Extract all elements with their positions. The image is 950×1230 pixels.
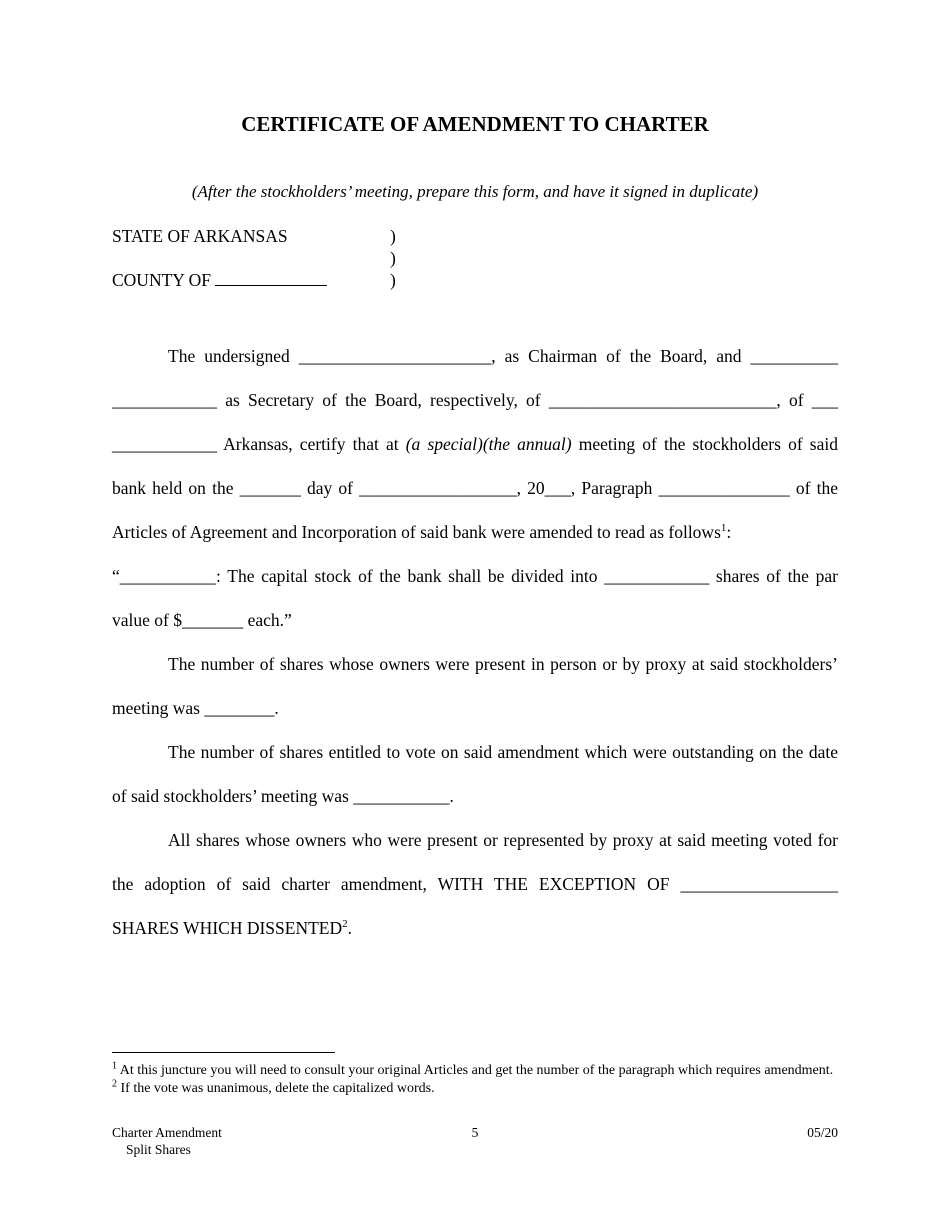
footer-form-name: Charter Amendment Split Shares <box>112 1125 222 1157</box>
footnote-ref-1: 1 <box>720 522 727 535</box>
paragraph-shares-outstanding: The number of shares entitled to vote on said amendment which were outstanding on the date of said stockholders’ meeting was ___________. <box>112 742 838 806</box>
paragraph-vote: All shares whose owners who were present or represented by proxy at said meeting voted for the adoption of said charter amendment, WITH THE EXCEPTION OF __________________ SHARES WHICH DISSENTED$^2$. <box>112 830 838 938</box>
footnotes <box>112 1062 838 1098</box>
certificate-body <box>112 334 838 950</box>
paragraph-shares-present: The number of shares whose owners were present in person or by proxy at said stockholders’ meeting was ________. <box>112 654 838 718</box>
county-blank-field[interactable] <box>215 271 327 286</box>
document-title: CERTIFICATE OF AMENDMENT TO CHARTER <box>241 112 709 136</box>
caption-paren: ) <box>390 270 396 290</box>
footnote-ref-2: 2 <box>342 918 348 931</box>
meeting-type-text: (a special)(the annual) <box>405 434 572 454</box>
footnote-1: $^1$ At this juncture you will need to consult your original Articles and get the number of the paragraph which requires amendment. <box>112 1060 834 1078</box>
county-label: COUNTY OF <box>112 270 212 290</box>
footnote-divider <box>112 1052 335 1053</box>
footnote-2: $^2$ If the vote was unanimous, delete the capitalized words. <box>112 1078 435 1096</box>
paragraph-amendment-text: “___________: The capital stock of the bank shall be divided into ____________ shares of the par value of $_______ each.” <box>112 566 838 630</box>
page-number: 5 <box>471 1125 479 1140</box>
caption-paren: ) <box>390 248 396 268</box>
state-caption: STATE OF ARKANSAS <box>112 226 288 246</box>
county-caption <box>112 270 327 291</box>
paragraph-certification: The undersigned ______________________, as Chairman of the Board, and __________ ____________ as Secretary of the Board, respectively, of __________________________, of ___ ____________ Arkansas, certify that at (a special)(the annual) meeting of the stockholders of said bank held on the _______ day of __________________, 20___, Paragraph _______________ of the Articles of Agreement and Incorporation of said bank were amended to read as follows$^1$: <box>112 346 838 542</box>
revision-date: 05/20 <box>807 1125 838 1140</box>
caption-paren: ) <box>390 226 396 246</box>
document-subtitle: (After the stockholders’ meeting, prepare this form, and have it signed in duplicate) <box>191 182 759 201</box>
